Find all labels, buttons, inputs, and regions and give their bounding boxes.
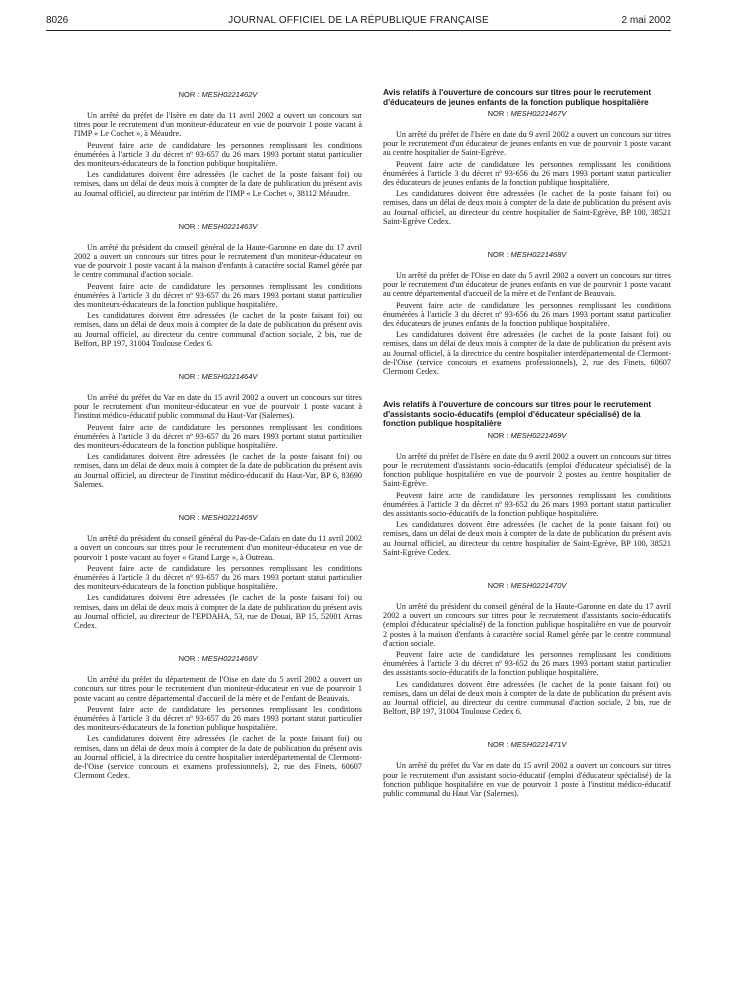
nor-reference [383, 250, 671, 259]
notice-paragraph: Un arrêté du président du conseil général de la Haute-Garonne en date du 17 avril 2002 a ouvert un concours sur titres pour le recrutement d'assistants socio-éducatifs (emploi d'éducateur spécialisé) de la fonction publique hospitalière en vue de pourvoir 2 postes à la maison d'enfants à caractère social Ramel gérée par le centre communal d'action sociale. [383, 602, 671, 648]
left-column [74, 90, 362, 804]
notice-paragraph: Un arrêté du président du conseil général du Pas-de-Calais en date du 11 avril 2002 a ouvert un concours sur titres pour le recrutement d'un moniteur-éducateur en vue de pourvoir 1 poste vacant au foyer « Grand Large », à Outreau. [74, 534, 362, 562]
notice-paragraph: Un arrêté du préfet de l'Isère en date du 9 avril 2002 a ouvert un concours sur titres pour le recrutement d'assistants socio-éducatifs (emploi d'éducateur spécialisé) de la fonction publique hospitalière en vue de pourvoir 2 postes au centre hospitalier de Saint-Egrève. [383, 451, 671, 489]
notice-paragraph: Peuvent faire acte de candidature les personnes remplissant les conditions énumérées à l'article 3 du décret nº 93-652 du 26 mars 1993 portant statut particulier des assistants socio-éducatifs de la fonction publique hospitalière. [383, 490, 671, 518]
nor-code: MESH0221471V [510, 740, 567, 750]
notice-paragraph: Un arrêté du préfet de l'Oise en date du 5 avril 2002 a ouvert un concours sur titres pour le recrutement d'un éducateur de jeunes enfants en vue de pourvoir 1 poste vacant au centre départemental d'accueil de la mère et de l'enfant de Beauvais. [383, 271, 671, 299]
notice [74, 372, 362, 489]
nor-code: MESH0221470V [510, 581, 567, 590]
nor-reference [74, 513, 362, 522]
nor-label: NOR : [487, 581, 509, 590]
notice-paragraph: Un arrêté du préfet du Var en date du 15 avril 2002 a ouvert un concours sur titres pour le recrutement d'un moniteur-éducateur en vue de pourvoir 1 poste vacant à l'institut médico-éducatif public communal du Haut-Var (Salernes). [74, 393, 362, 421]
nor-label: NOR : [178, 513, 200, 523]
nor-code: MESH0221464V [201, 372, 258, 382]
notice-paragraph: Les candidatures doivent être adressées (le cachet de la poste faisant foi) ou remises, dans un délai de deux mois à compter de la date de publication du présent avis au Journal officiel, à la directrice du centre hospitalier interdépartemental de Clermont-de-l'Oise (service concours et examens professionnels), 2, rue des Finets, 60607 Clermont Cedex. [74, 734, 362, 781]
page-header [46, 15, 671, 27]
nor-code: MESH0221465V [201, 513, 258, 523]
notice-paragraph: Les candidatures doivent être adressées (le cachet de la poste faisant foi) ou remises, dans un délai de deux mois à compter de la date de publication du présent avis au Journal officiel, au directeur de l'institut médico-éducatif du Haut-Var, BP 6, 83690 Salernes. [74, 452, 362, 489]
notice-paragraph: Les candidatures doivent être adressées (le cachet de la poste faisant foi) ou remises, dans un délai de deux mois à compter de la date de publication du présent avis au Journal officiel, à la directrice du centre hospitalier interdépartemental de Clermont-de-l'Oise (service concours et examens professionnels), 2, rue des Finets, 60607 Clermont Cedex. [383, 330, 671, 377]
notice [383, 740, 671, 798]
nor-code: MESH0221468V [510, 250, 567, 260]
notice-paragraph: Les candidatures doivent être adressées (le cachet de la poste faisant foi) ou remises, dans un délai de deux mois à compter de la date de publication du présent avis au Journal officiel, au directeur du centre communal d'action sociale, 2 bis, rue de Belfort, BP 197, 31004 Toulouse Cedex 6. [383, 679, 671, 717]
notice-paragraph: Un arrêté du préfet de l'Isère en date du 9 avril 2002 a ouvert un concours sur titres pour le recrutement d'un éducateur de jeunes enfants en vue de pourvoir 1 poste vacant au centre hospitalier de Saint-Egrève. [383, 130, 671, 158]
notice-paragraph: Peuvent faire acte de candidature les personnes remplissant les conditions énumérées à l'article 3 du décret nº 93-652 du 26 mars 1993 portant statut particulier des assistants socio-éducatifs de la fonction publique hospitalière. [383, 650, 671, 678]
nor-reference [74, 90, 362, 99]
right-column [383, 88, 671, 822]
page-number: 8026 [46, 15, 69, 26]
notice [383, 431, 671, 557]
notice [383, 581, 671, 716]
notice [74, 90, 362, 198]
nor-code: MESH0221462V [201, 90, 258, 99]
notice-paragraph: Un arrêté du préfet du Var en date du 15 avril 2002 a ouvert un concours sur titres pour le recrutement d'un assistant socio-éducatif (emploi d'éducateur spécialisé) de la fonction publique hospitalière en vue de pourvoir 1 poste à l'institut médico-éducatif public communal du Haut Var (Salernes). [383, 761, 671, 799]
journal-title: JOURNAL OFFICIEL DE LA RÉPUBLIQUE FRANÇAISE [228, 15, 489, 26]
nor-reference [74, 222, 362, 231]
notice-paragraph: Peuvent faire acte de candidature les personnes remplissant les conditions énumérées à l'article 3 du décret nº 93-656 du 26 mars 1993 portant statut particulier des éducateurs de jeunes enfants de la fonction publique hospitalière. [383, 159, 671, 188]
notice [383, 109, 671, 226]
notice-paragraph: Les candidatures doivent être adressées (le cachet de la poste faisant foi) ou remises, dans un délai de deux mois à compter de la date de publication du présent avis au Journal officiel, au directeur du centre communal d'action sociale, 2 bis, rue de Belfort, BP 197, 31004 Toulouse Cedex 6. [74, 311, 362, 348]
notice-paragraph: Les candidatures doivent être adressées (le cachet de la poste faisant foi) ou remises, dans un délai de deux mois à compter de la date de publication du présent avis au Journal officiel, au directeur par intérim de l'IMP « Le Cochet », 38112 Méaudre. [74, 170, 362, 198]
nor-label: NOR : [487, 109, 509, 118]
notice-paragraph: Un arrêté du préfet du département de l'Oise en date du 5 avril 2002 a ouvert un concours sur titres pour le recrutement d'un moniteur-éducateur en vue de pourvoir 1 poste vacant au centre départemental d'accueil de la mère et de l'enfant de Beauvais. [74, 675, 362, 703]
notice [74, 513, 362, 630]
nor-reference [383, 109, 671, 118]
notice-paragraph: Peuvent faire acte de candidature les personnes remplissant les conditions énumérées à l'article 3 du décret nº 93-657 du 26 mars 1993 portant statut particulier des moniteurs-éducateurs de la fonction publique hospitalière. [74, 563, 362, 592]
notice-paragraph: Peuvent faire acte de candidature les personnes remplissant les conditions énumérées à l'article 3 du décret nº 93-657 du 26 mars 1993 portant statut particulier des moniteurs-éducateurs de la fonction publique hospitalière. [74, 704, 362, 733]
nor-label: NOR : [178, 221, 200, 231]
notice [74, 222, 362, 348]
nor-reference [74, 372, 362, 381]
issue-date: 2 mai 2002 [621, 15, 671, 26]
header-rule [46, 30, 671, 31]
section-title: Avis relatifs à l'ouverture de concours sur titres pour le recrutement d'éducateurs de jeunes enfants de la fonction publique hospitalière [383, 87, 652, 107]
nor-code: MESH0221469V [510, 430, 567, 440]
nor-label: NOR : [487, 430, 509, 440]
notice [74, 654, 362, 780]
notice-paragraph: Les candidatures doivent être adressées (le cachet de la poste faisant foi) ou remises, dans un délai de deux mois à compter de la date de publication du présent avis au Journal officiel, au directeur du centre hospitalier de Saint-Egrève, BP 100, 38521 Saint-Egrève Cedex. [383, 189, 671, 226]
nor-code: MESH0221466V [201, 654, 258, 664]
nor-label: NOR : [178, 90, 200, 99]
notice-paragraph: Un arrêté du président du conseil général de la Haute-Garonne en date du 17 avril 2002 a ouvert un concours sur titres pour le recrutement d'un moniteur-éducateur en vue de pourvoir 1 poste vacant à la maison d'enfants à caractère social Ramel gérée par le centre communal d'action sociale. [74, 242, 362, 280]
notice-paragraph: Peuvent faire acte de candidature les personnes remplissant les conditions énumérées à l'article 3 du décret nº 93-657 du 26 mars 1993 portant statut particulier des moniteurs-éducateurs de la fonction publique hospitalière. [74, 140, 362, 169]
nor-label: NOR : [487, 740, 509, 750]
nor-reference [74, 654, 362, 663]
nor-code: MESH0221467V [510, 109, 567, 118]
section-title: Avis relatifs à l'ouverture de concours sur titres pour le recrutement d'assistants socio-éducatifs (emploi d'éducateur spécialisé) de la fonction publique hospitalière [383, 399, 652, 429]
notice-paragraph: Peuvent faire acte de candidature les personnes remplissant les conditions énumérées à l'article 3 du décret nº 93-657 du 26 mars 1993 portant statut particulier des moniteurs-éducateurs de la fonction publique hospitalière. [74, 281, 362, 310]
nor-label: NOR : [487, 250, 509, 260]
nor-code: MESH0221463V [201, 221, 258, 231]
nor-reference [383, 740, 671, 749]
notice-paragraph: Les candidatures doivent être adressées (le cachet de la poste faisant foi) ou remises, dans un délai de deux mois à compter de la date de publication du présent avis au Journal officiel, au directeur de l'EPDAHA, 53, rue de Douai, BP 15, 52001 Arras Cedex. [74, 593, 362, 630]
notice-paragraph: Les candidatures doivent être adressées (le cachet de la poste faisant foi) ou remises, dans un délai de deux mois à compter de la date de publication du présent avis au Journal officiel, au directeur du centre hospitalier de Saint-Egrève, BP 100, 38521 Saint-Egrève Cedex. [383, 520, 671, 557]
nor-reference [383, 431, 671, 440]
notice-paragraph: Un arrêté du préfet de l'Isère en date du 11 avril 2002 a ouvert un concours sur titres pour le recrutement d'un moniteur-éducateur en vue de pourvoir 1 poste vacant à l'IMP « Le Cochet », à Méaudre. [74, 111, 362, 139]
nor-label: NOR : [178, 654, 200, 664]
nor-reference [383, 581, 671, 590]
nor-label: NOR : [178, 372, 200, 382]
notice-paragraph: Peuvent faire acte de candidature les personnes remplissant les conditions énumérées à l'article 3 du décret nº 93-657 du 26 mars 1993 portant statut particulier des moniteurs-éducateurs de la fonction publique hospitalière. [74, 422, 362, 451]
notice-paragraph: Peuvent faire acte de candidature les personnes remplissant les conditions énumérées à l'article 3 du décret nº 93-656 du 26 mars 1993 portant statut particulier des éducateurs de jeunes enfants de la fonction publique hospitalière. [383, 300, 671, 329]
notice [383, 250, 671, 376]
